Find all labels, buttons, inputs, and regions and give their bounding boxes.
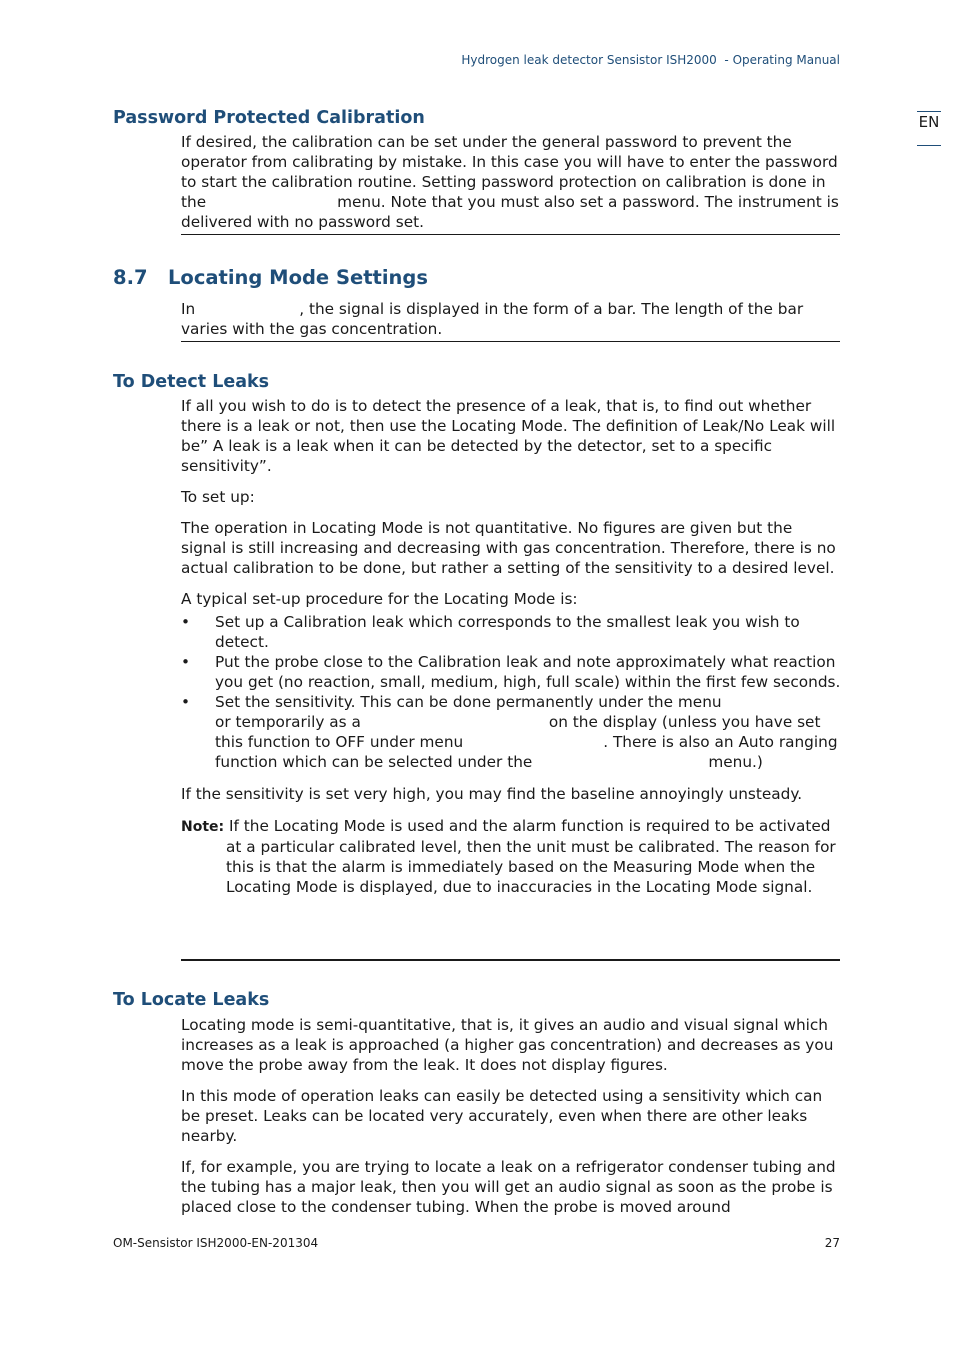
password-calibration-text (181, 132, 841, 232)
bullet-text-line4: menu.) (708, 753, 763, 771)
detect-leaks-body (181, 396, 841, 897)
detect-para-5: If the sensitivity is set very high, you may find the baseline annoyingly unsteady. (181, 785, 803, 803)
locating-text-part2: , the signal is displayed in the form of a bar. The length of the bar varies with the gas concentration. (181, 300, 804, 338)
section-divider (181, 959, 840, 961)
list-item (181, 692, 841, 772)
detect-para-3: The operation in Locating Mode is not quantitative. No figures are given but the signal is still increasing and decreasing with gas concentration. Therefore, there is no actual calibration to be done, but rather a setting of the sensitivity to a desired level. (181, 519, 836, 577)
locate-para-1: Locating mode is semi-quantitative, that is, it gives an audio and visual signal which increases as a leak is approached (a higher gas concentration) and decreases as you move the probe away from the leak. It does not display figures. (181, 1016, 834, 1074)
bullet-text-line2a: or temporarily as a (215, 713, 361, 731)
section-title: Locating Mode Settings (168, 266, 428, 289)
lang-tab-bottom-rule (917, 145, 941, 146)
list-item (181, 612, 841, 652)
setup-procedure-list (181, 612, 841, 772)
detect-para-1: If all you wish to do is to detect the presence of a leak, that is, to find out whether there is a leak or not, then use the Locating Mode. The definition of Leak/No Leak will be” A leak is a leak when it can be detected by the detector, set to a specific sensitivity”. (181, 397, 836, 475)
password-text-part1: If desired, the calibration can be set under the general password to prevent the operator from calibrating by mistake. In this case you will have to enter the password to start the calibration routine. Setting password protection on calibration is done in the (181, 133, 838, 211)
section-divider (181, 341, 840, 342)
locating-text-part1: In (181, 300, 196, 318)
bullet-marker: • (181, 693, 191, 711)
bullet-text-line2b: on the display (unless you have set this function to OFF under menu (215, 713, 821, 751)
locate-para-3: If, for example, you are trying to locate a leak on a refrigerator condenser tubing and the tubing has a major leak, then you will get an audio signal as soon as the probe is placed close to the condenser tubing. When the probe is moved around (181, 1158, 836, 1216)
heading-locating-mode-settings (113, 266, 428, 289)
bullet-marker: • (181, 613, 191, 631)
bullet-text-line1: Set the sensitivity. This can be done permanently under the menu (215, 693, 722, 711)
locate-leaks-body (181, 1015, 841, 1217)
note-label: Note: (181, 819, 225, 835)
footer-document-id: OM-Sensistor ISH2000-EN-201304 (113, 1236, 319, 1250)
section-number: 8.7 (113, 266, 148, 289)
locate-para-2: In this mode of operation leaks can easily be detected using a sensitivity which can be preset. Leaks can be located very accurately, even when there are other leaks nearby. (181, 1087, 823, 1145)
bullet-marker: • (181, 653, 191, 671)
detect-para-4: A typical set-up procedure for the Locating Mode is: (181, 590, 578, 608)
list-item (181, 652, 841, 692)
bullet-text: Set up a Calibration leak which corresponds to the smallest leak you wish to detect. (215, 613, 800, 651)
heading-to-locate-leaks: To Locate Leaks (113, 990, 270, 1010)
note (181, 816, 841, 897)
lang-tab-top-rule (917, 111, 941, 112)
password-text-part2: menu. Note that you must also set a password. The instrument is delivered with no password set. (181, 193, 839, 231)
note-text: If the Locating Mode is used and the alarm function is required to be activated at a particular calibrated level, then the unit must be calibrated. The reason for this is that the alarm is immediately based on the Measuring Mode when the Locating Mode is displayed, due to inaccuracies in the Locating Mode signal. (226, 817, 836, 896)
language-tab: EN (918, 113, 940, 131)
heading-to-detect-leaks: To Detect Leaks (113, 372, 270, 392)
bullet-text: Put the probe close to the Calibration leak and note approximately what reaction you get (no reaction, small, medium, high, full scale) within the first few seconds. (215, 653, 841, 691)
running-header: Hydrogen leak detector Sensistor ISH2000 - Operating Manual (461, 53, 840, 67)
heading-password-calibration: Password Protected Calibration (113, 108, 425, 128)
locating-mode-intro (181, 299, 841, 339)
page-number: 27 (824, 1236, 840, 1250)
section-divider (181, 234, 840, 235)
detect-para-2: To set up: (181, 488, 255, 506)
bullet-text-line3: . There is also an Auto ranging function which can be selected under the (215, 733, 838, 771)
